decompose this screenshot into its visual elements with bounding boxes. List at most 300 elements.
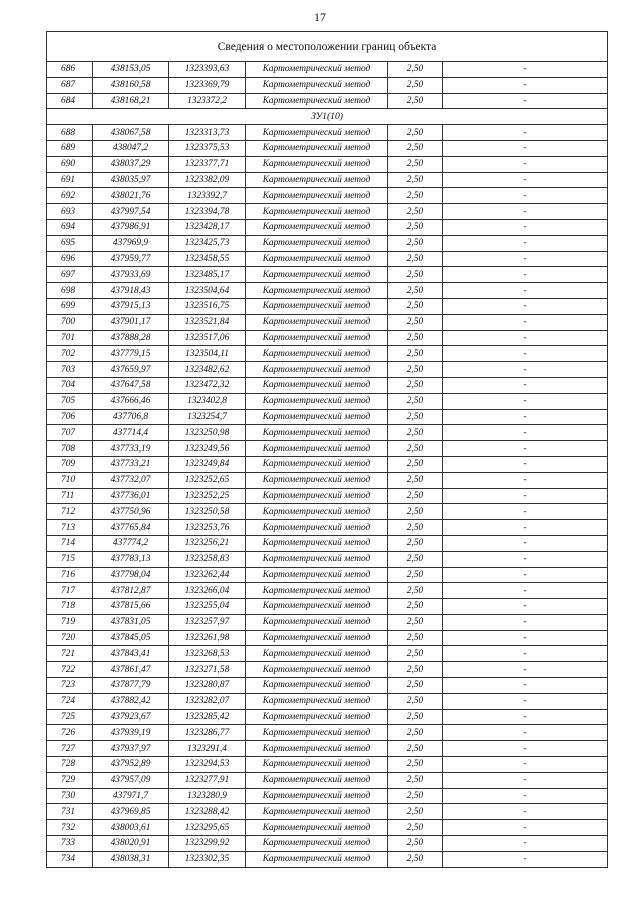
x-coordinate-cell: 437750,96 — [93, 504, 169, 520]
point-number-cell: 696 — [47, 251, 93, 267]
x-coordinate-cell: 437798,04 — [93, 567, 169, 583]
y-coordinate-cell: 1323252,65 — [169, 472, 246, 488]
method-cell: Картометрический метод — [246, 393, 388, 409]
y-coordinate-cell: 1323394,78 — [169, 204, 246, 220]
point-number-cell: 706 — [47, 409, 93, 425]
table-row — [47, 188, 608, 204]
accuracy-cell: 2,50 — [388, 140, 443, 156]
point-number-cell: 727 — [47, 741, 93, 757]
description-cell: - — [443, 662, 608, 678]
point-number-cell: 705 — [47, 393, 93, 409]
table-row — [47, 314, 608, 330]
x-coordinate-cell: 437888,28 — [93, 330, 169, 346]
method-cell: Картометрический метод — [246, 188, 388, 204]
y-coordinate-cell: 1323377,71 — [169, 156, 246, 172]
method-cell: Картометрический метод — [246, 630, 388, 646]
method-cell: Картометрический метод — [246, 599, 388, 615]
accuracy-cell: 2,50 — [388, 393, 443, 409]
table-row — [47, 204, 608, 220]
y-coordinate-cell: 1323271,58 — [169, 662, 246, 678]
accuracy-cell: 2,50 — [388, 614, 443, 630]
y-coordinate-cell: 1323504,11 — [169, 346, 246, 362]
y-coordinate-cell: 1323249,84 — [169, 456, 246, 472]
table-row — [47, 377, 608, 393]
x-coordinate-cell: 437882,42 — [93, 693, 169, 709]
point-number-cell: 726 — [47, 725, 93, 741]
point-number-cell: 725 — [47, 709, 93, 725]
table-row — [47, 140, 608, 156]
method-cell: Картометрический метод — [246, 93, 388, 109]
accuracy-cell: 2,50 — [388, 551, 443, 567]
accuracy-cell: 2,50 — [388, 757, 443, 773]
point-number-cell: 731 — [47, 804, 93, 820]
accuracy-cell: 2,50 — [388, 851, 443, 867]
x-coordinate-cell: 437815,66 — [93, 599, 169, 615]
accuracy-cell: 2,50 — [388, 362, 443, 378]
accuracy-cell: 2,50 — [388, 772, 443, 788]
table-row — [47, 709, 608, 725]
description-cell: - — [443, 456, 608, 472]
y-coordinate-cell: 1323280,9 — [169, 788, 246, 804]
table-row — [47, 804, 608, 820]
y-coordinate-cell: 1323482,62 — [169, 362, 246, 378]
description-cell: - — [443, 583, 608, 599]
description-cell: - — [443, 377, 608, 393]
description-cell: - — [443, 251, 608, 267]
description-cell: - — [443, 62, 608, 78]
x-coordinate-cell: 437918,43 — [93, 283, 169, 299]
y-coordinate-cell: 1323375,53 — [169, 140, 246, 156]
method-cell: Картометрический метод — [246, 804, 388, 820]
table-row — [47, 219, 608, 235]
method-cell: Картометрический метод — [246, 788, 388, 804]
method-cell: Картометрический метод — [246, 125, 388, 141]
accuracy-cell: 2,50 — [388, 583, 443, 599]
description-cell: - — [443, 204, 608, 220]
accuracy-cell: 2,50 — [388, 630, 443, 646]
x-coordinate-cell: 437714,4 — [93, 425, 169, 441]
description-cell: - — [443, 219, 608, 235]
x-coordinate-cell: 437733,19 — [93, 441, 169, 457]
point-number-cell: 709 — [47, 456, 93, 472]
description-cell: - — [443, 77, 608, 93]
y-coordinate-cell: 1323428,17 — [169, 219, 246, 235]
description-cell: - — [443, 267, 608, 283]
point-number-cell: 692 — [47, 188, 93, 204]
y-coordinate-cell: 1323521,84 — [169, 314, 246, 330]
point-number-cell: 728 — [47, 757, 93, 773]
table-row — [47, 772, 608, 788]
x-coordinate-cell: 437774,2 — [93, 535, 169, 551]
table-row — [47, 62, 608, 78]
point-number-cell: 732 — [47, 820, 93, 836]
y-coordinate-cell: 1323249,56 — [169, 441, 246, 457]
table-row — [47, 346, 608, 362]
point-number-cell: 697 — [47, 267, 93, 283]
y-coordinate-cell: 1323402,8 — [169, 393, 246, 409]
method-cell: Картометрический метод — [246, 362, 388, 378]
table-row — [47, 472, 608, 488]
x-coordinate-cell: 438168,21 — [93, 93, 169, 109]
accuracy-cell: 2,50 — [388, 678, 443, 694]
accuracy-cell: 2,50 — [388, 662, 443, 678]
method-cell: Картометрический метод — [246, 535, 388, 551]
y-coordinate-cell: 1323250,98 — [169, 425, 246, 441]
accuracy-cell: 2,50 — [388, 425, 443, 441]
point-number-cell: 712 — [47, 504, 93, 520]
point-number-cell: 693 — [47, 204, 93, 220]
description-cell: - — [443, 551, 608, 567]
table-row — [47, 757, 608, 773]
method-cell: Картометрический метод — [246, 219, 388, 235]
y-coordinate-cell: 1323277,91 — [169, 772, 246, 788]
table-row — [47, 599, 608, 615]
accuracy-cell: 2,50 — [388, 188, 443, 204]
description-cell: - — [443, 393, 608, 409]
x-coordinate-cell: 437666,46 — [93, 393, 169, 409]
point-number-cell: 730 — [47, 788, 93, 804]
accuracy-cell: 2,50 — [388, 219, 443, 235]
y-coordinate-cell: 1323285,42 — [169, 709, 246, 725]
method-cell: Картометрический метод — [246, 725, 388, 741]
method-cell: Картометрический метод — [246, 709, 388, 725]
description-cell: - — [443, 630, 608, 646]
table-row — [47, 235, 608, 251]
method-cell: Картометрический метод — [246, 377, 388, 393]
accuracy-cell: 2,50 — [388, 93, 443, 109]
method-cell: Картометрический метод — [246, 472, 388, 488]
x-coordinate-cell: 437779,15 — [93, 346, 169, 362]
boundary-coordinates-table — [46, 31, 608, 868]
table-title: Сведения о местоположении границ объекта — [47, 32, 608, 62]
accuracy-cell: 2,50 — [388, 504, 443, 520]
method-cell: Картометрический метод — [246, 520, 388, 536]
x-coordinate-cell: 437877,79 — [93, 678, 169, 694]
point-number-cell: 695 — [47, 235, 93, 251]
description-cell: - — [443, 314, 608, 330]
point-number-cell: 707 — [47, 425, 93, 441]
y-coordinate-cell: 1323393,63 — [169, 62, 246, 78]
point-number-cell: 687 — [47, 77, 93, 93]
method-cell: Картометрический метод — [246, 551, 388, 567]
accuracy-cell: 2,50 — [388, 709, 443, 725]
accuracy-cell: 2,50 — [388, 330, 443, 346]
method-cell: Картометрический метод — [246, 456, 388, 472]
table-row — [47, 393, 608, 409]
description-cell: - — [443, 678, 608, 694]
table-row — [47, 788, 608, 804]
accuracy-cell: 2,50 — [388, 77, 443, 93]
y-coordinate-cell: 1323299,92 — [169, 836, 246, 852]
table-row — [47, 535, 608, 551]
table-row — [47, 741, 608, 757]
point-number-cell: 701 — [47, 330, 93, 346]
accuracy-cell: 2,50 — [388, 409, 443, 425]
accuracy-cell: 2,50 — [388, 283, 443, 299]
accuracy-cell: 2,50 — [388, 62, 443, 78]
x-coordinate-cell: 437986,91 — [93, 219, 169, 235]
table-row — [47, 77, 608, 93]
table-row — [47, 409, 608, 425]
description-cell: - — [443, 693, 608, 709]
x-coordinate-cell: 437812,87 — [93, 583, 169, 599]
description-cell: - — [443, 362, 608, 378]
method-cell: Картометрический метод — [246, 409, 388, 425]
method-cell: Картометрический метод — [246, 251, 388, 267]
table-row — [47, 693, 608, 709]
table-row — [47, 614, 608, 630]
point-number-cell: 720 — [47, 630, 93, 646]
y-coordinate-cell: 1323382,09 — [169, 172, 246, 188]
x-coordinate-cell: 438047,2 — [93, 140, 169, 156]
point-number-cell: 703 — [47, 362, 93, 378]
y-coordinate-cell: 1323258,83 — [169, 551, 246, 567]
point-number-cell: 713 — [47, 520, 93, 536]
x-coordinate-cell: 437969,85 — [93, 804, 169, 820]
point-number-cell: 723 — [47, 678, 93, 694]
accuracy-cell: 2,50 — [388, 520, 443, 536]
description-cell: - — [443, 520, 608, 536]
point-number-cell: 691 — [47, 172, 93, 188]
y-coordinate-cell: 1323392,7 — [169, 188, 246, 204]
method-cell: Картометрический метод — [246, 235, 388, 251]
method-cell: Картометрический метод — [246, 267, 388, 283]
description-cell: - — [443, 140, 608, 156]
x-coordinate-cell: 437765,84 — [93, 520, 169, 536]
y-coordinate-cell: 1323369,79 — [169, 77, 246, 93]
method-cell: Картометрический метод — [246, 204, 388, 220]
table-row — [47, 298, 608, 314]
x-coordinate-cell: 437915,13 — [93, 298, 169, 314]
x-coordinate-cell: 437969,9 — [93, 235, 169, 251]
description-cell: - — [443, 172, 608, 188]
point-number-cell: 716 — [47, 567, 93, 583]
x-coordinate-cell: 437647,58 — [93, 377, 169, 393]
method-cell: Картометрический метод — [246, 836, 388, 852]
point-number-cell: 734 — [47, 851, 93, 867]
table-row — [47, 93, 608, 109]
x-coordinate-cell: 437659,97 — [93, 362, 169, 378]
description-cell: - — [443, 741, 608, 757]
table-row — [47, 662, 608, 678]
description-cell: - — [443, 646, 608, 662]
table-row — [47, 820, 608, 836]
point-number-cell: 729 — [47, 772, 93, 788]
x-coordinate-cell: 438035,97 — [93, 172, 169, 188]
method-cell: Картометрический метод — [246, 851, 388, 867]
point-number-cell: 708 — [47, 441, 93, 457]
accuracy-cell: 2,50 — [388, 314, 443, 330]
method-cell: Картометрический метод — [246, 504, 388, 520]
y-coordinate-cell: 1323266,04 — [169, 583, 246, 599]
description-cell: - — [443, 851, 608, 867]
accuracy-cell: 2,50 — [388, 172, 443, 188]
y-coordinate-cell: 1323291,4 — [169, 741, 246, 757]
point-number-cell: 684 — [47, 93, 93, 109]
y-coordinate-cell: 1323261,98 — [169, 630, 246, 646]
accuracy-cell: 2,50 — [388, 741, 443, 757]
method-cell: Картометрический метод — [246, 441, 388, 457]
y-coordinate-cell: 1323516,75 — [169, 298, 246, 314]
description-cell: - — [443, 836, 608, 852]
method-cell: Картометрический метод — [246, 488, 388, 504]
x-coordinate-cell: 437952,89 — [93, 757, 169, 773]
description-cell: - — [443, 788, 608, 804]
table-row — [47, 283, 608, 299]
y-coordinate-cell: 1323262,44 — [169, 567, 246, 583]
accuracy-cell: 2,50 — [388, 441, 443, 457]
x-coordinate-cell: 437937,97 — [93, 741, 169, 757]
y-coordinate-cell: 1323485,17 — [169, 267, 246, 283]
method-cell: Картометрический метод — [246, 741, 388, 757]
point-number-cell: 694 — [47, 219, 93, 235]
table-row — [47, 156, 608, 172]
point-number-cell: 714 — [47, 535, 93, 551]
point-number-cell: 686 — [47, 62, 93, 78]
method-cell: Картометрический метод — [246, 298, 388, 314]
y-coordinate-cell: 1323517,06 — [169, 330, 246, 346]
method-cell: Картометрический метод — [246, 772, 388, 788]
y-coordinate-cell: 1323472,32 — [169, 377, 246, 393]
table-row — [47, 125, 608, 141]
accuracy-cell: 2,50 — [388, 646, 443, 662]
method-cell: Картометрический метод — [246, 820, 388, 836]
description-cell: - — [443, 757, 608, 773]
method-cell: Картометрический метод — [246, 583, 388, 599]
accuracy-cell: 2,50 — [388, 820, 443, 836]
x-coordinate-cell: 437901,17 — [93, 314, 169, 330]
table-row — [47, 630, 608, 646]
description-cell: - — [443, 709, 608, 725]
accuracy-cell: 2,50 — [388, 599, 443, 615]
accuracy-cell: 2,50 — [388, 125, 443, 141]
table-row — [47, 836, 608, 852]
method-cell: Картометрический метод — [246, 346, 388, 362]
method-cell: Картометрический метод — [246, 567, 388, 583]
table-row — [47, 646, 608, 662]
description-cell: - — [443, 346, 608, 362]
method-cell: Картометрический метод — [246, 156, 388, 172]
x-coordinate-cell: 437959,77 — [93, 251, 169, 267]
description-cell: - — [443, 535, 608, 551]
description-cell: - — [443, 125, 608, 141]
table-row — [47, 678, 608, 694]
method-cell: Картометрический метод — [246, 314, 388, 330]
x-coordinate-cell: 437733,21 — [93, 456, 169, 472]
description-cell: - — [443, 156, 608, 172]
method-cell: Картометрический метод — [246, 646, 388, 662]
method-cell: Картометрический метод — [246, 693, 388, 709]
description-cell: - — [443, 441, 608, 457]
y-coordinate-cell: 1323458,55 — [169, 251, 246, 267]
description-cell: - — [443, 567, 608, 583]
method-cell: Картометрический метод — [246, 283, 388, 299]
x-coordinate-cell: 437939,19 — [93, 725, 169, 741]
y-coordinate-cell: 1323255,04 — [169, 599, 246, 615]
x-coordinate-cell: 437732,07 — [93, 472, 169, 488]
table-row — [47, 267, 608, 283]
y-coordinate-cell: 1323254,7 — [169, 409, 246, 425]
y-coordinate-cell: 1323257,97 — [169, 614, 246, 630]
accuracy-cell: 2,50 — [388, 298, 443, 314]
accuracy-cell: 2,50 — [388, 567, 443, 583]
table-row — [47, 851, 608, 867]
x-coordinate-cell: 437923,67 — [93, 709, 169, 725]
x-coordinate-cell: 438037,29 — [93, 156, 169, 172]
y-coordinate-cell: 1323372,2 — [169, 93, 246, 109]
x-coordinate-cell: 437957,09 — [93, 772, 169, 788]
table-title-row — [47, 32, 608, 62]
accuracy-cell: 2,50 — [388, 156, 443, 172]
point-number-cell: 710 — [47, 472, 93, 488]
x-coordinate-cell: 437783,13 — [93, 551, 169, 567]
description-cell: - — [443, 425, 608, 441]
x-coordinate-cell: 437706,8 — [93, 409, 169, 425]
point-number-cell: 690 — [47, 156, 93, 172]
y-coordinate-cell: 1323504,64 — [169, 283, 246, 299]
accuracy-cell: 2,50 — [388, 725, 443, 741]
y-coordinate-cell: 1323268,53 — [169, 646, 246, 662]
accuracy-cell: 2,50 — [388, 472, 443, 488]
x-coordinate-cell: 438160,58 — [93, 77, 169, 93]
x-coordinate-cell: 438153,05 — [93, 62, 169, 78]
y-coordinate-cell: 1323295,65 — [169, 820, 246, 836]
point-number-cell: 711 — [47, 488, 93, 504]
point-number-cell: 704 — [47, 377, 93, 393]
method-cell: Картометрический метод — [246, 330, 388, 346]
method-cell: Картометрический метод — [246, 62, 388, 78]
method-cell: Картометрический метод — [246, 140, 388, 156]
method-cell: Картометрический метод — [246, 662, 388, 678]
description-cell: - — [443, 283, 608, 299]
description-cell: - — [443, 235, 608, 251]
accuracy-cell: 2,50 — [388, 488, 443, 504]
x-coordinate-cell: 437843,41 — [93, 646, 169, 662]
y-coordinate-cell: 1323280,87 — [169, 678, 246, 694]
description-cell: - — [443, 330, 608, 346]
description-cell: - — [443, 409, 608, 425]
section-label: ЗУ1(10) — [47, 109, 608, 125]
point-number-cell: 702 — [47, 346, 93, 362]
point-number-cell: 689 — [47, 140, 93, 156]
table-row — [47, 330, 608, 346]
accuracy-cell: 2,50 — [388, 377, 443, 393]
accuracy-cell: 2,50 — [388, 346, 443, 362]
description-cell: - — [443, 772, 608, 788]
y-coordinate-cell: 1323425,73 — [169, 235, 246, 251]
y-coordinate-cell: 1323253,76 — [169, 520, 246, 536]
point-number-cell: 699 — [47, 298, 93, 314]
table-row — [47, 488, 608, 504]
point-number-cell: 733 — [47, 836, 93, 852]
page-number: 17 — [314, 10, 326, 24]
method-cell: Картометрический метод — [246, 172, 388, 188]
accuracy-cell: 2,50 — [388, 788, 443, 804]
y-coordinate-cell: 1323302,35 — [169, 851, 246, 867]
description-cell: - — [443, 488, 608, 504]
accuracy-cell: 2,50 — [388, 456, 443, 472]
table-row — [47, 172, 608, 188]
x-coordinate-cell: 437736,01 — [93, 488, 169, 504]
accuracy-cell: 2,50 — [388, 693, 443, 709]
y-coordinate-cell: 1323313,73 — [169, 125, 246, 141]
point-number-cell: 719 — [47, 614, 93, 630]
table-row — [47, 362, 608, 378]
table-row — [47, 251, 608, 267]
point-number-cell: 700 — [47, 314, 93, 330]
point-number-cell: 717 — [47, 583, 93, 599]
point-number-cell: 718 — [47, 599, 93, 615]
